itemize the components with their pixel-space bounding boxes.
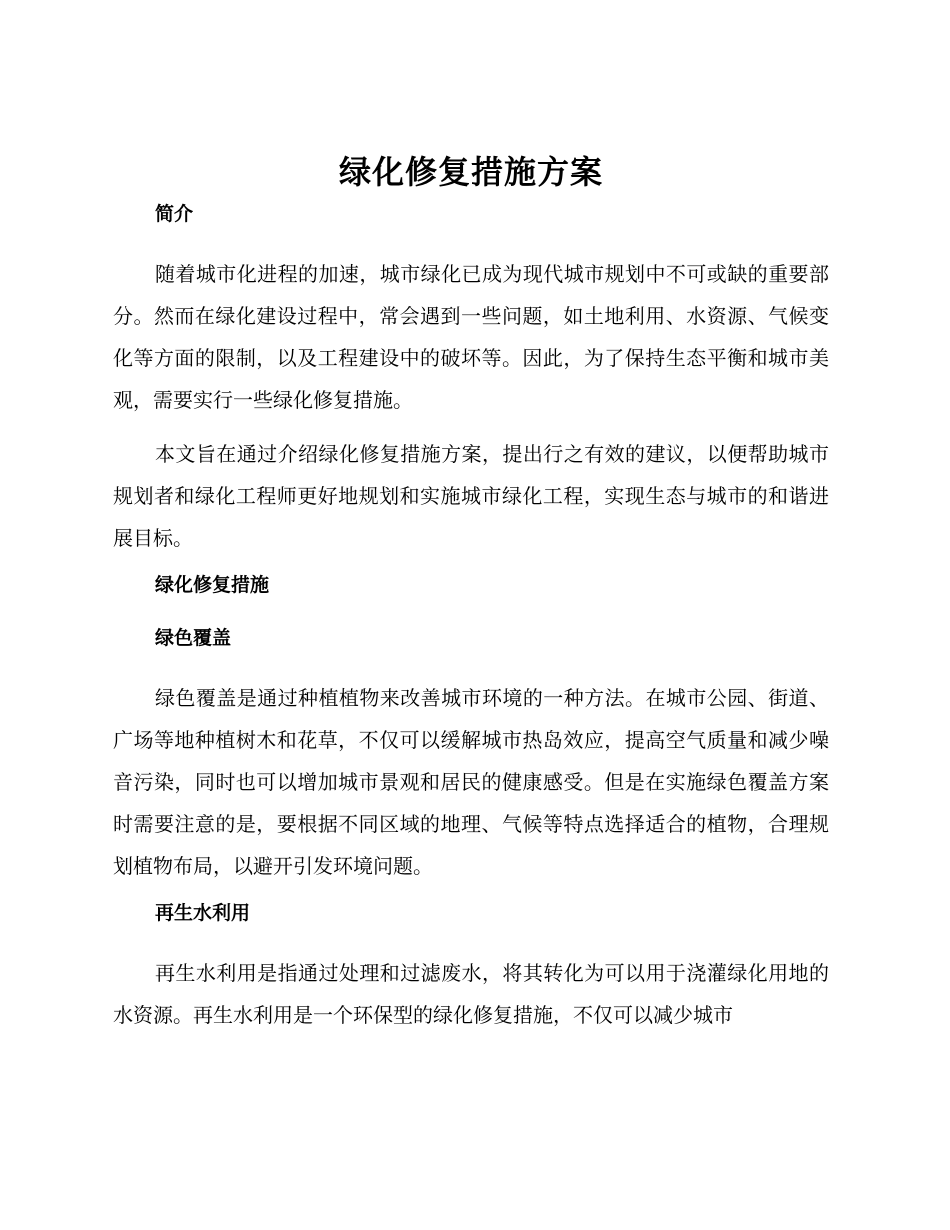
section-heading: 绿化修复措施	[155, 574, 270, 596]
section-heading: 简介	[155, 203, 194, 225]
paragraph: 再生水利用是指通过处理和过滤废水，将其转化为可以用于浇灌绿化用地的水资源。再生水利用是一个环保型的绿化修复措施，不仅可以减少城市	[113, 961, 829, 1027]
paragraph: 本文旨在通过介绍绿化修复措施方案，提出行之有效的建议，以便帮助城市规划者和绿化工程师更好地规划和实施城市绿化工程，实现生态与城市的和谐进展目标。	[113, 442, 829, 550]
section-green-cover	[113, 624, 829, 887]
subsection-heading: 再生水利用	[155, 902, 251, 924]
section-greening-measures	[113, 571, 829, 599]
document-title: 绿化修复措施方案	[338, 153, 603, 191]
document-body	[113, 150, 829, 1048]
paragraph: 绿色覆盖是通过种植植物来改善城市环境的一种方法。在城市公园、街道、广场等地种植树木和花草，不仅可以缓解城市热岛效应，提高空气质量和减少噪音污染，同时也可以增加城市景观和居民的健康感受。但是在实施绿色覆盖方案时需要注意的是，要根据不同区域的地理、气候等特点选择适合的植物，合理规划植物布局，以避开引发环境问题。	[113, 686, 829, 878]
subsection-heading: 绿色覆盖	[155, 627, 232, 649]
paragraph: 随着城市化进程的加速，城市绿化已成为现代城市规划中不可或缺的重要部分。然而在绿化建设过程中，常会遇到一些问题，如土地利用、水资源、气候变化等方面的限制，以及工程建设中的破坏等。因此，为了保持生态平衡和城市美观，需要实行一些绿化修复措施。	[113, 262, 829, 412]
section-reclaimed-water	[113, 899, 829, 1036]
section-intro	[113, 200, 829, 559]
